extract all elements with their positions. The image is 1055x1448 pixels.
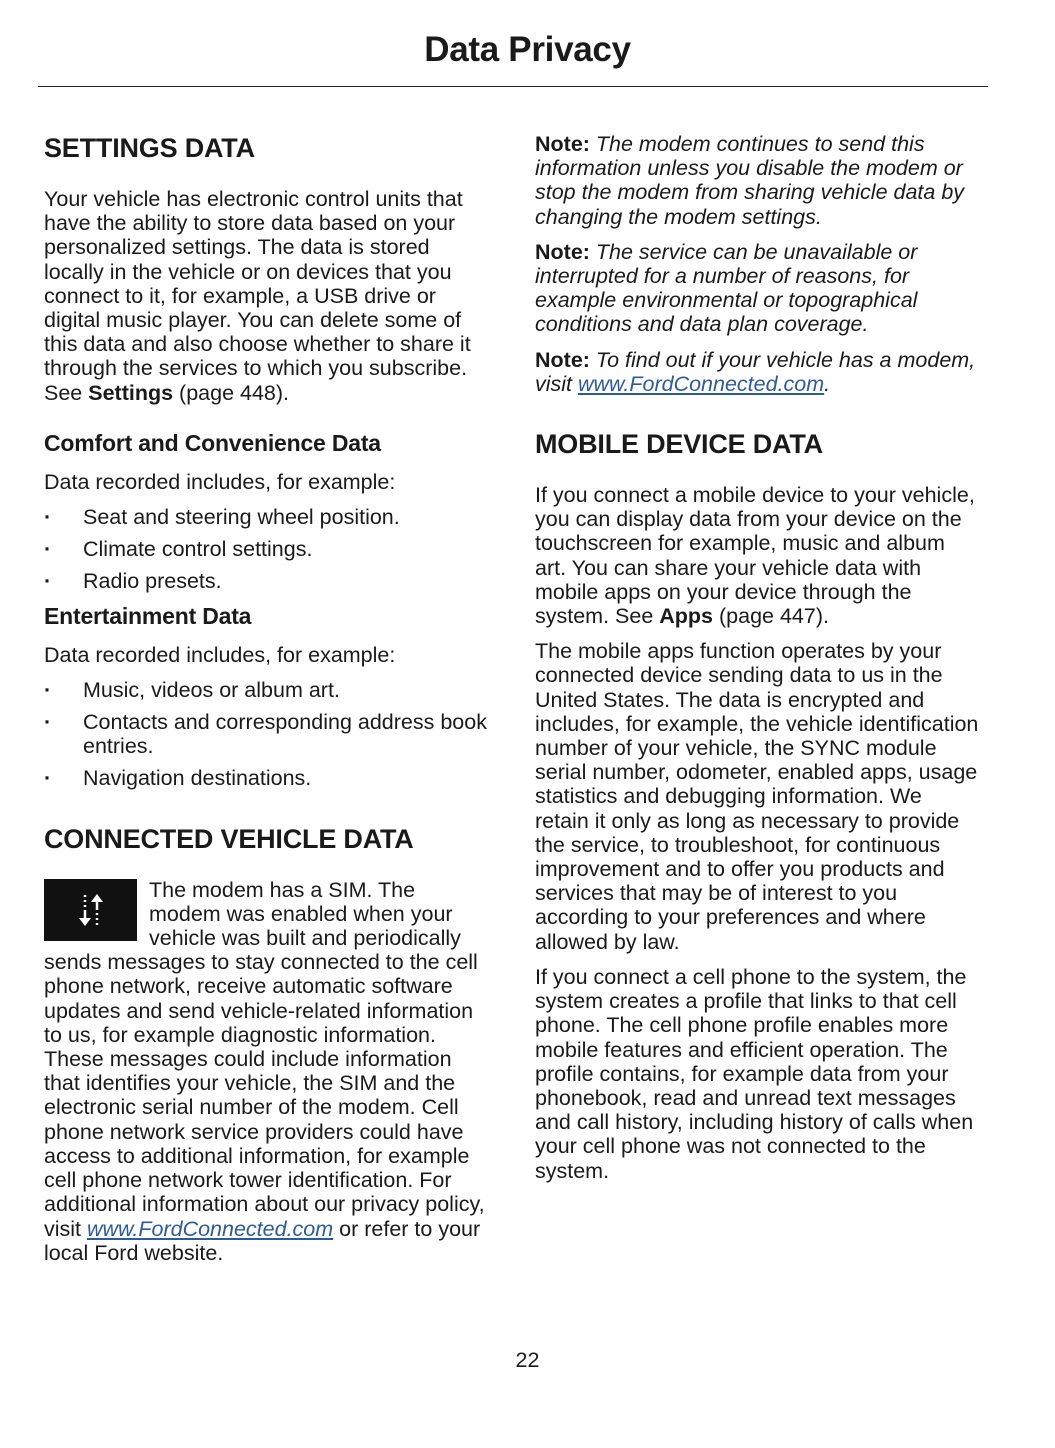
modem-arrows-icon: [44, 879, 137, 941]
note-text: The service can be unavailable or interrupted for a number of reasons, for example environmental or topographical conditions and data plan coverage.: [535, 239, 918, 337]
left-column: [44, 132, 490, 1276]
settings-data-paragraph: [44, 187, 490, 405]
mobile-device-paragraph-1: [535, 483, 981, 628]
page-title: Data Privacy: [424, 30, 631, 69]
apps-reference[interactable]: Apps: [659, 604, 714, 629]
comfort-intro: Data recorded includes, for example:: [44, 469, 396, 494]
list-item: · Seat and steering wheel position.: [44, 505, 490, 529]
connected-vehicle-text-end: or refer to your local Ford website.: [44, 1216, 481, 1265]
settings-reference[interactable]: Settings: [88, 380, 174, 405]
page-number: 22: [515, 1348, 540, 1372]
list-item: · Navigation destinations.: [44, 766, 490, 790]
mobile-device-heading: MOBILE DEVICE DATA: [535, 429, 823, 460]
list-item: · Climate control settings.: [44, 537, 490, 561]
entertainment-heading: Entertainment Data: [44, 602, 252, 629]
mobile-device-paragraph-2: The mobile apps function operates by your connected device sending data to us in the United States. The data is encrypted and includes, for example, the vehicle identification number of your vehicle, the SYNC module serial number, odometer, enabled apps, usage statistics and debugging information. We retain it only as long as necessary to provide the service, to troubleshoot, for continuous improvement and to offer you products and services that may be of interest to you according to your preferences and where allowed by law.: [535, 639, 979, 954]
connected-vehicle-text: The modem has a SIM. The modem was enabled when your vehicle was built and periodically sends messages to stay connected to the cell phone network, receive automatic software updates and send vehicle-related information to us, for example diagnostic information. These messages could include information that identifies your vehicle, the SIM and the electronic serial number of the modem. Cell phone network service providers could have access to additional information, for example cell phone network tower identification. For additional information about our privacy policy, visit: [44, 877, 485, 1241]
list-item: · Music, videos or album art.: [44, 678, 490, 702]
note-label: Note:: [535, 132, 590, 156]
connected-vehicle-paragraph: [44, 878, 490, 1265]
note-text-end: .: [824, 371, 831, 396]
note-label: Note:: [535, 347, 590, 372]
comfort-convenience-heading: Comfort and Convenience Data: [44, 429, 381, 456]
note-text: The modem continues to send this information unless you disable the modem or stop the modem from sharing vehicle data by changing the modem settings.: [535, 132, 965, 229]
comfort-list: [44, 505, 490, 594]
note-text: To find out if your vehicle has a modem, visit: [535, 347, 976, 396]
ford-connected-link[interactable]: www.FordConnected.com: [87, 1216, 334, 1241]
settings-data-heading: SETTINGS DATA: [44, 133, 255, 163]
right-column: [535, 132, 981, 1194]
apps-page-ref: (page 447).: [713, 604, 829, 629]
note-service-unavailable: [535, 240, 981, 337]
list-item: · Radio presets.: [44, 569, 490, 593]
settings-page-ref: (page 448).: [173, 380, 290, 405]
mobile-device-text: If you connect a mobile device to your vehicle, you can display data from your device on the touchscreen for example, music and album art. You can share your vehicle data with mobile apps on your device through the system. See: [535, 483, 975, 629]
list-item: · Contacts and corresponding address book entries.: [44, 710, 490, 758]
settings-data-text: Your vehicle has electronic control units that have the ability to store data based on your personalized settings. The data is stored locally in the vehicle or on devices that you connect to it, for example, a USB drive or digital music player. You can delete some of this data and also choose whether to share it through the services to which you subscribe. See: [44, 187, 471, 405]
entertainment-intro: Data recorded includes, for example:: [44, 642, 396, 667]
entertainment-list: [44, 678, 490, 791]
note-find-modem: [535, 348, 981, 396]
connected-vehicle-heading: CONNECTED VEHICLE DATA: [44, 823, 414, 854]
note-modem-continues: [535, 132, 981, 229]
title-divider: [38, 86, 988, 87]
note-label: Note:: [535, 239, 590, 264]
mobile-device-paragraph-3: If you connect a cell phone to the system, the system creates a profile that links to that cell phone. The cell phone profile enables more mobile features and efficient operation. The profile contains, for example data from your phonebook, read and unread text messages and call history, including history of calls when your cell phone was not connected to the system.: [535, 964, 974, 1183]
ford-connected-link[interactable]: www.FordConnected.com: [578, 371, 825, 396]
